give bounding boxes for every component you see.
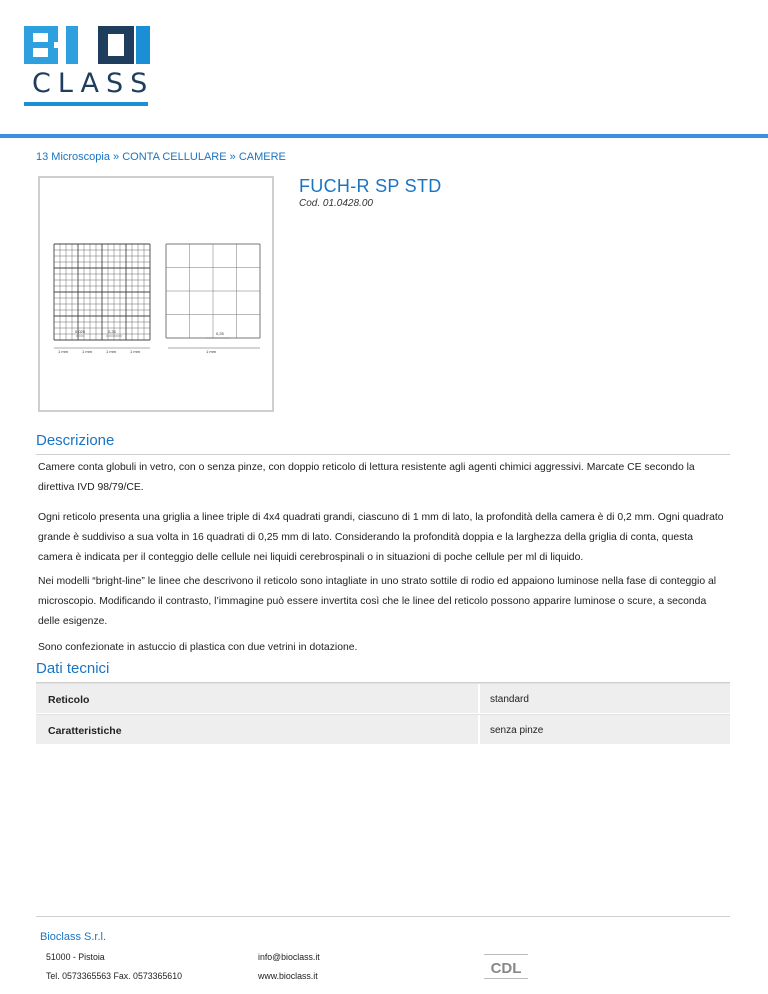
grid-label-mm-right: 1 mm xyxy=(206,349,216,354)
counting-grid-diagram xyxy=(40,178,272,410)
spec-row-reticolo xyxy=(36,683,730,713)
grid-label-mm-1: 1 mm xyxy=(58,349,68,354)
grid-label-mid-left: 0,25 xyxy=(108,329,116,334)
specs-table xyxy=(36,683,730,745)
grid-label-mm-3: 1 mm xyxy=(106,349,116,354)
spec-value: standard xyxy=(490,694,529,705)
description-divider xyxy=(36,454,730,455)
description-paragraph-3: Nei modelli “bright-line” le linee che descrivono il reticolo sono intagliate in uno strato sottile di rodio ed appaiono luminose nella fase di conteggio al microscopio. Modificando il contrasto, l’immagine può essere invertita così che le linee del reticolo possono apparire luminose o scure, a seconda delle esigenze. xyxy=(38,576,717,627)
description-paragraph-1: Camere conta globuli in vetro, con o senza pinze, con doppio reticolo di lettura resistente agli agenti chimici aggressivi. Marcate CE secondo la direttiva IVD 98/79/CE. xyxy=(38,462,695,493)
cdl-partner-logo xyxy=(484,952,528,984)
footer-phone: Tel. 0573365563 Fax. 0573365610 xyxy=(46,971,182,981)
footer-email[interactable]: info@bioclass.it xyxy=(258,952,320,962)
breadcrumb-separator: » xyxy=(229,151,236,163)
breadcrumb-separator: » xyxy=(113,151,120,163)
spec-row-caratteristiche xyxy=(36,714,730,744)
spec-value: senza pinze xyxy=(490,725,544,736)
description-paragraph-2: Ogni reticolo presenta una griglia a linee triple di 4x4 quadrati grandi, ciascuno di 1 mm di lato, la profondità della camera è di 0,2 mm. Ogni quadrato grande è suddiviso a sua volta in 16 quadrati di 0,25 mm di lato. Considerando la profondità doppia e la larghezza della griglia di conta, questa camera è indicata per il conteggio delle cellule nei liquidi cerebrospinali o in situazioni di poche cellule per ml di liquido. xyxy=(38,512,724,563)
spec-divider xyxy=(478,684,480,713)
product-code: Cod. 01.0428.00 xyxy=(299,198,373,209)
grid-label-mm-2: 1 mm xyxy=(82,349,92,354)
grid-label-small: 0,025 xyxy=(75,329,86,334)
product-title: FUCH-R SP STD xyxy=(299,176,442,196)
description-paragraph-4: Sono confezionate in astuccio di plastica con due vetrini in dotazione. xyxy=(38,642,358,653)
bio-logo-mark xyxy=(24,26,150,64)
footer-company: Bioclass S.r.l. xyxy=(40,931,107,943)
breadcrumb-item-camere[interactable]: CAMERE xyxy=(238,151,286,163)
footer-website[interactable]: www.bioclass.it xyxy=(258,971,318,981)
bioclass-logo[interactable] xyxy=(24,26,155,108)
spec-key: Caratteristiche xyxy=(48,725,122,737)
product-image[interactable] xyxy=(38,176,274,412)
spec-divider xyxy=(478,715,480,744)
footer-address: 51000 - Pistoia xyxy=(46,952,105,962)
logo-class-text: CLASS xyxy=(32,68,155,99)
specs-heading: Dati tecnici xyxy=(36,660,110,677)
spec-key: Reticolo xyxy=(48,694,90,706)
logo-underline xyxy=(24,102,148,106)
header-bar xyxy=(0,134,768,138)
footer-divider xyxy=(36,916,730,917)
breadcrumb-item-conta-cellulare[interactable]: CONTA CELLULARE xyxy=(122,151,227,163)
grid-label-mid-right: 0,25 xyxy=(216,331,224,336)
breadcrumb xyxy=(36,151,286,163)
breadcrumb-item-microscopia[interactable]: 13 Microscopia xyxy=(36,151,110,163)
cdl-logo-text: CDL xyxy=(490,960,522,977)
description-heading: Descrizione xyxy=(36,432,115,449)
grid-label-mm-4: 1 mm xyxy=(130,349,140,354)
